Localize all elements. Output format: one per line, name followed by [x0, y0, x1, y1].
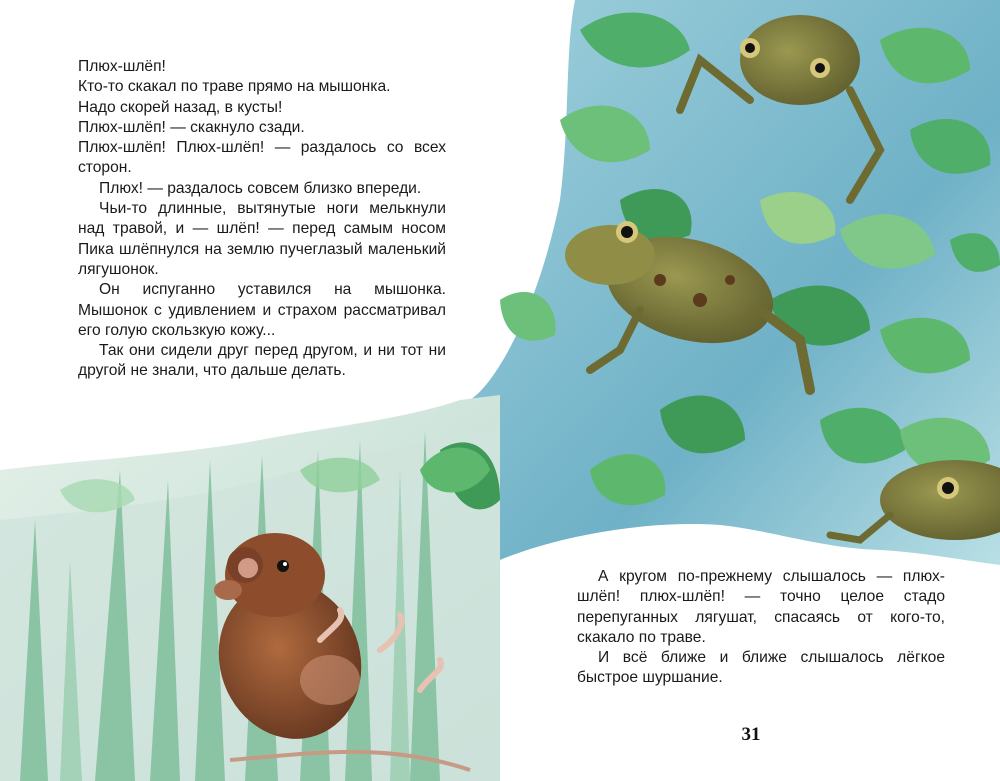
- paragraph: Надо скорей назад, в кусты!: [78, 98, 283, 116]
- paragraph: Так они сидели друг перед другом, и ни тот ни другой не знали, что дальше делать.: [78, 342, 446, 380]
- paragraph: Чьи-то длинные, вытянутые ноги мелькнули над травой, и — шлёп! — перед самым носом Пика шлёпнулся на землю пучеглазый маленький лягушонок.: [78, 200, 446, 278]
- left-page-text: [78, 57, 446, 382]
- paragraph: Плюх-шлёп!: [78, 58, 166, 75]
- page-number: 31: [741, 724, 761, 745]
- right-page-text: [577, 567, 945, 689]
- paragraph: А кругом по-прежнему слышалось — плюх-шлёп! плюх-шлёп! — точно целое стадо перепуганных лягушат, спасаясь от кого-то, скакало по траве.: [577, 568, 945, 646]
- paragraph: И всё ближе и ближе слышалось лёгкое быстрое шуршание.: [577, 649, 945, 687]
- paragraph: Плюх-шлёп! Плюх-шлёп! — раздалось со всех сторон.: [78, 139, 446, 177]
- paragraph: Он испуганно уставился на мышонка. Мышонок с удивлением и страхом рассматривал его голую скользкую кожу...: [78, 281, 446, 339]
- paragraph: Плюх-шлёп! — скакнуло сзади.: [78, 118, 305, 136]
- paragraph: Плюх! — раздалось совсем близко впереди.: [99, 179, 422, 197]
- paragraph: Кто-то скакал по траве прямо на мышонка.: [78, 78, 391, 96]
